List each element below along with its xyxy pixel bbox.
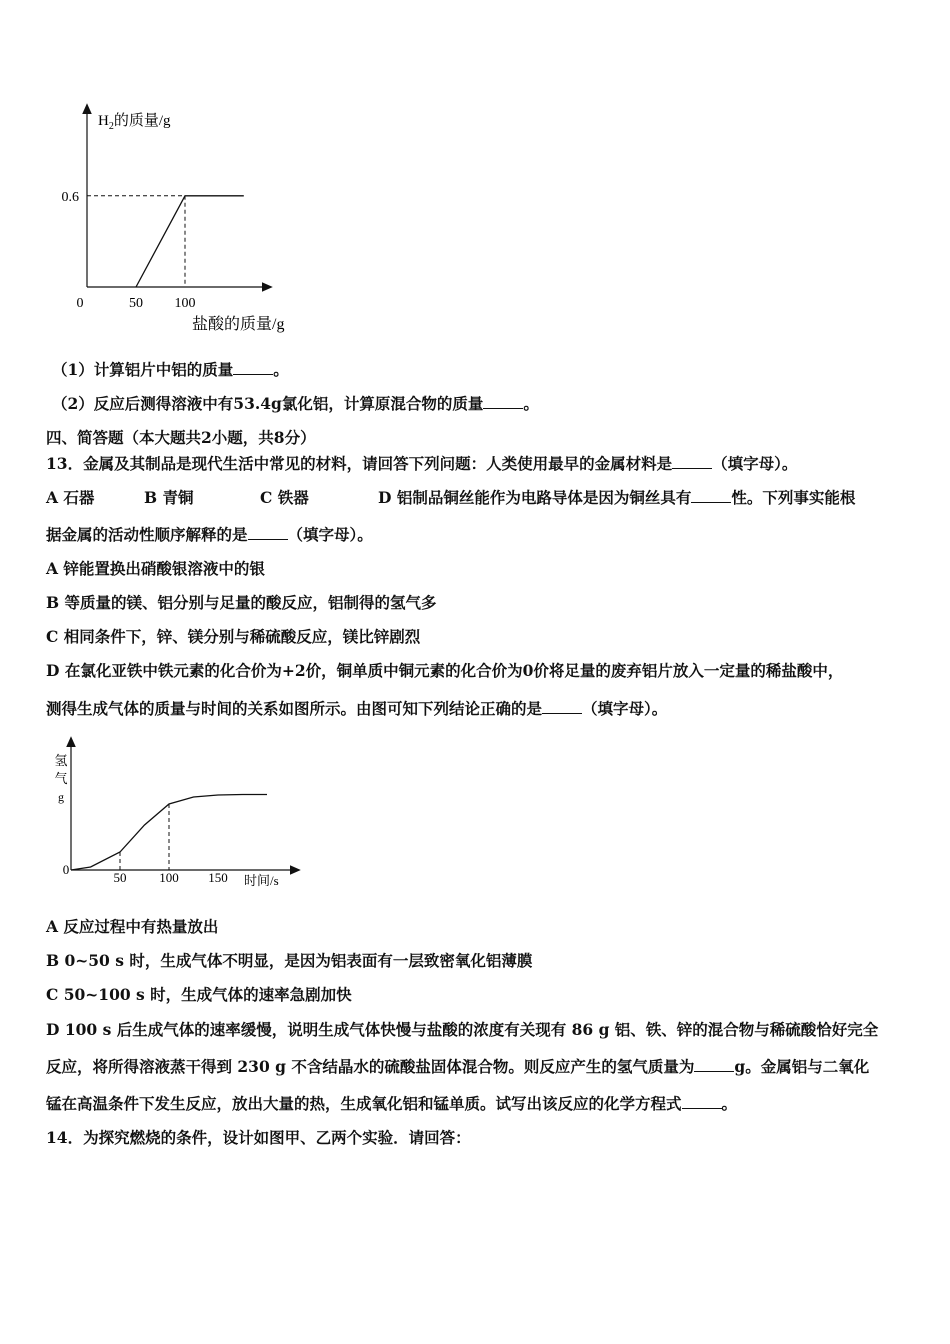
fact-a: A 锌能置换出硝酸银溶液中的银 (46, 559, 265, 578)
conclusion-b: B 0~50 s 时，生成气体不明显，是因为铝表面有一层致密氧化铝薄膜 (46, 951, 533, 970)
fact-d2: 测得生成气体的质量与时间的关系如图所示。由图可知下列结论正确的是 (46, 699, 543, 718)
chart2-xtick-100: 100 (159, 870, 179, 885)
fact-b: B 等质量的镁、铝分别与足量的酸反应，铝制得的氢气多 (46, 593, 437, 612)
q2-text: （2）反应后测得溶液中有53.4g氯化铝，计算原混合物的质量 (52, 394, 484, 413)
option-a: A 石器 (46, 488, 95, 507)
chart2-xtick-50: 50 (113, 870, 127, 885)
gas-time-chart (44, 735, 334, 905)
chart1-xlabel: 盐酸的质量/g (192, 316, 285, 333)
cd2-blank (694, 1057, 734, 1072)
conclusion-c: C 50~100 s 时，生成气体的速率急剧加快 (46, 985, 352, 1004)
basis-end: （填字母）。 (287, 525, 373, 544)
fd2-blank (542, 699, 582, 714)
conclusion-a: A 反应过程中有热量放出 (46, 917, 219, 936)
q1-end: 。 (273, 360, 289, 379)
option-c: C 铁器 (260, 488, 309, 507)
q2-end: 。 (523, 394, 539, 413)
optD-blank (691, 488, 731, 503)
chart2-ylabel-2: 气 (54, 771, 68, 786)
chart1-origin-label: 0 (76, 296, 84, 311)
chart2-xlabel: 时间/s (244, 873, 279, 888)
chart1-series-line (136, 196, 244, 287)
fact-c: C 相同条件下，锌、镁分别与稀硫酸反应，镁比锌剧烈 (46, 627, 421, 646)
q13-end: （填字母）。 (712, 454, 798, 473)
chart1-ylabel: $H_2$的质量/g (98, 113, 171, 132)
option-d-end: 性。下列事实能根 (731, 488, 856, 507)
chart1-ytick-0.6: 0.6 (61, 189, 79, 205)
chart2-ylabel-1: 氢 (54, 753, 68, 768)
q13-blank (672, 454, 712, 469)
conclusion-d3: 锰在高温条件下发生反应，放出大量的热，生成氧化铝和锰单质。试写出该反应的化学方程式 (46, 1094, 682, 1113)
basis-blank (248, 525, 288, 540)
h2-mass-chart (40, 100, 370, 350)
cd3-blank (682, 1094, 722, 1109)
q13-text: 13．金属及其制品是现代生活中常见的材料，请回答下列问题：人类使用最早的金属材料是 (46, 454, 673, 473)
chart2-origin-label: 0 (62, 862, 70, 877)
section4-heading: 四、简答题（本大题共2小题，共8分） (46, 428, 316, 447)
fact-d2-end: （填字母）。 (582, 699, 668, 718)
basis-text: 据金属的活动性顺序解释的是 (46, 525, 248, 544)
q14-text: 14．为探究燃烧的条件，设计如图甲、乙两个实验．请回答： (46, 1128, 471, 1147)
chart1-xtick-50: 50 (129, 296, 143, 311)
conclusion-d2: 反应，将所得溶液蒸干得到 230 g 不含结晶水的硫酸盐固体混合物。则反应产生的氢气质量为 (46, 1057, 695, 1076)
conclusion-d: D 100 s 后生成气体的速率缓慢，说明生成气体快慢与盐酸的浓度有关现有 86 g 铝、铁、锌的混合物与稀硫酸恰好完全 (46, 1020, 879, 1039)
fact-d: D 在氯化亚铁中铁元素的化合价为+2价，铜单质中铜元素的化合价为0价将足量的废弃铝片放入一定量的稀盐酸中， (46, 661, 844, 680)
conclusion-d3-end: 。 (721, 1094, 738, 1113)
q1-text: （1）计算铝片中铝的质量 (52, 360, 234, 379)
chart2-xtick-150: 150 (208, 870, 228, 885)
chart2-ylabel-3: g (58, 790, 64, 804)
option-d: D 铝制品铜丝能作为电路导体是因为铜丝具有 (378, 488, 692, 507)
chart1-xtick-100: 100 (174, 296, 196, 311)
q2-blank (483, 394, 523, 409)
q1-blank (233, 360, 273, 375)
conclusion-d2-end: g。金属铝与二氧化 (734, 1057, 870, 1076)
option-b: B 青铜 (144, 488, 194, 507)
